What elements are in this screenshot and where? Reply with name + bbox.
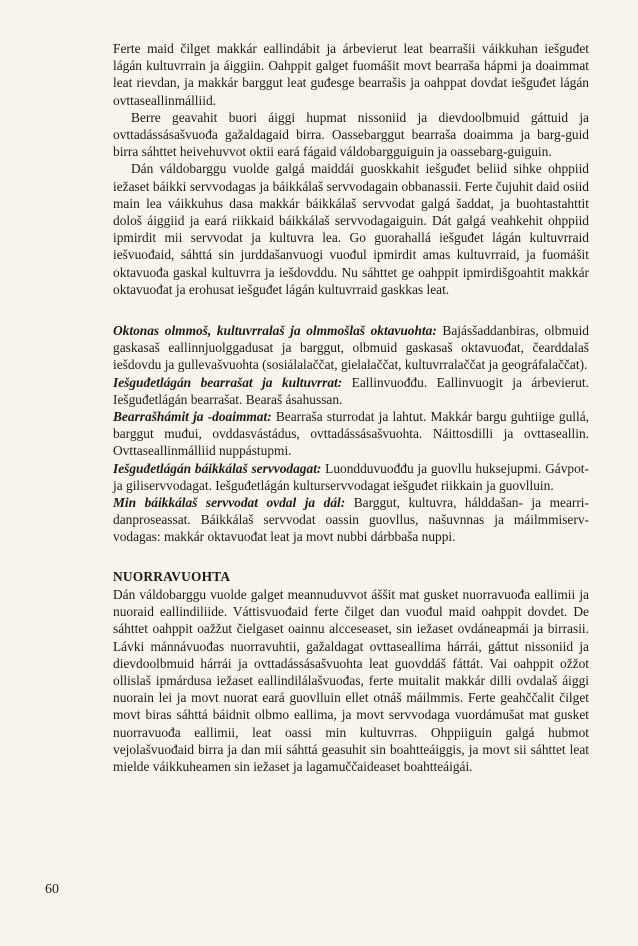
definition-term: Iešguđetlágán bearrašat ja kultuvrrat: xyxy=(113,374,343,390)
spacer xyxy=(113,546,589,568)
section-heading: NUORRAVUOHTA xyxy=(113,568,231,584)
definition-item xyxy=(113,408,589,460)
intro-paragraph-3: Dán váldobarggu vuolde galgá maiddái guoskkahit iešguđet beliid sihke ohppiid iežaset báikki servvodagas ja báikkálaš servvodagain obbanassii. Ferte čujuhit daid osiid main lea váikkuhus dasa makkár báikkálaš servvodat galgá šaddat, ja buohtastahttit dološ áiggiid ja eará riikkaid báikkálaš servvodagaiguin. Dát galgá veahkehit ohppiid ipmirdit mii servvodat ja kultuvra lea. Go guorahallá iešguđet lágán kultuvrraid iešvuođaid, sáhttá sin jurddašanvuogi vuođul ipmirdit amas kultuvrraid, ja fuomášit oktavuođa gaskal kultuvrra ja iešdovddu. Nu sáhttet ge oahppit ipmirdišgoahtit makkár oktavuođat ja erohusat iešguđet lágán kultuvrraid gaskkas leat. xyxy=(113,161,589,297)
page-number: 60 xyxy=(45,882,59,897)
intro-paragraph-1: Ferte maid čilget makkár eallindábit ja árbevierut leat bearrašii váikkuhan iešguđet lágán kultuvrrain ja áiggiin. Oahppit galget fuomášit movt bearraša hápmi ja doaimmat leat rievdan, ja makkár barggut leat guđesge bearrašis ja oahppat dovdat iešguđet lágán ovttaseallinmálliid. xyxy=(113,41,589,108)
definition-term: Oktonas olmmoš, kultuvrralaš ja olmmošlaš oktavuohta: xyxy=(113,323,437,339)
definition-item xyxy=(113,374,589,408)
body-text xyxy=(113,40,589,775)
definition-text: Bajásšaddanbiras, olbmuid gaskasaš eallinnjuolggadusat ja barggut, olbmuid gaskasaš oktavuođat, čearddalaš iešdovdu ja gullevašvuohta (sosiálalaččat, gielalaččat, kultuvrralaččat ja geográfalaččat). xyxy=(113,323,589,373)
definition-term: Bearrašhámit ja -doaimmat: xyxy=(113,409,272,425)
section-paragraph: Dán váldobarggu vuolde galget meannuduvvot áššit mat gusket nuorravuođa eallimii ja nuoraid eallindiliide. Váttisvuođaid ferte čilget dan vuođul maid oahppit dovdet. De sáhttet oahppit oažžut čielgaset oainnu alcceseaset, sin iežaset ovdáneapmái ja birrasii. Lávki mánnávuođas nuorravuhtii, gažaldagat ovttaseallima hárrái, gáttut nissoniid ja dievdoolbmuid hárrái ja ovttadássásašvuohta leat guovddáš fáttát. Vai oahppit ožžot ollislaš ipmárdusa iežaset eallindilálašvuođas, ferte muitalit makkár dilli ovdalaš áiggi nuorain lei ja movt nuorat eará guovlluin ellet otnáš máilmmis. Ferte geahččalit čilget movt biras sáhttá báidnit olbmo eallima, ja movt servvodaga vuordámušat mat gusket nuorravuođa eallimii, leat oassi min kultuvrras. Ohppiiguin galgá hubmot vejolašvuođaid birra ja dan mii sáhttá geasuhit sin boahtteáiggis, ja movt sii sáhttet leat mielde váikkuheamen sin iežaset ja lagamuččaideaset boahtteáigái. xyxy=(113,586,589,774)
definition-item xyxy=(113,494,589,546)
intro-paragraph-2: Berre geavahit buori áiggi hupmat nissoniid ja dievdoolbmuid gáttuid ja ovttadássásašvuođa gažaldagaid birra. Oassebarggut bearraša doaimma ja barg-guid birra sáhttet heivehuvvot oktii eará fágaid váldobargguiguin ja oassebarg-guiguin. xyxy=(113,109,589,160)
definition-term: Iešguđetlágán báikkálaš servvodagat: xyxy=(113,460,322,476)
definition-item xyxy=(113,322,589,374)
definition-item xyxy=(113,460,589,494)
definition-text: Bearraša sturrodat ja lahtut. Makkár bargu guhtiige gullá, barggut muđui, ovddasvástádus, ovttadássásašvuohta. Náittosdilli ja ovttaseallin. Ovttaseallinmálliid nuppástupmi. xyxy=(113,409,590,459)
definition-text: Barggut, kultuvra, hálddašan- ja mearri-danproseassat. Báikkálaš servvodat oassin guovllus, našuvnnas ja máilmmiserv-vodagas: makkár oktavuođat leat ja movt nubbi dárbbaša nuppi. xyxy=(113,495,589,545)
spacer xyxy=(113,298,589,322)
definition-text: Luondduvuođđu ja guovllu huksejupmi. Gávpot- ja giliservvodagat. Iešguđetlágán kulturservvodagat iešguđet riikkain ja guovlluin. xyxy=(113,460,589,493)
definition-text: Eallinvuođđu. Eallinvuogit ja árbevierut. Iešguđetlágán bearrašat. Bearaš ásahussan. xyxy=(113,374,589,407)
definition-term: Min báikkálaš servvodat ovdal ja dál: xyxy=(113,495,346,511)
